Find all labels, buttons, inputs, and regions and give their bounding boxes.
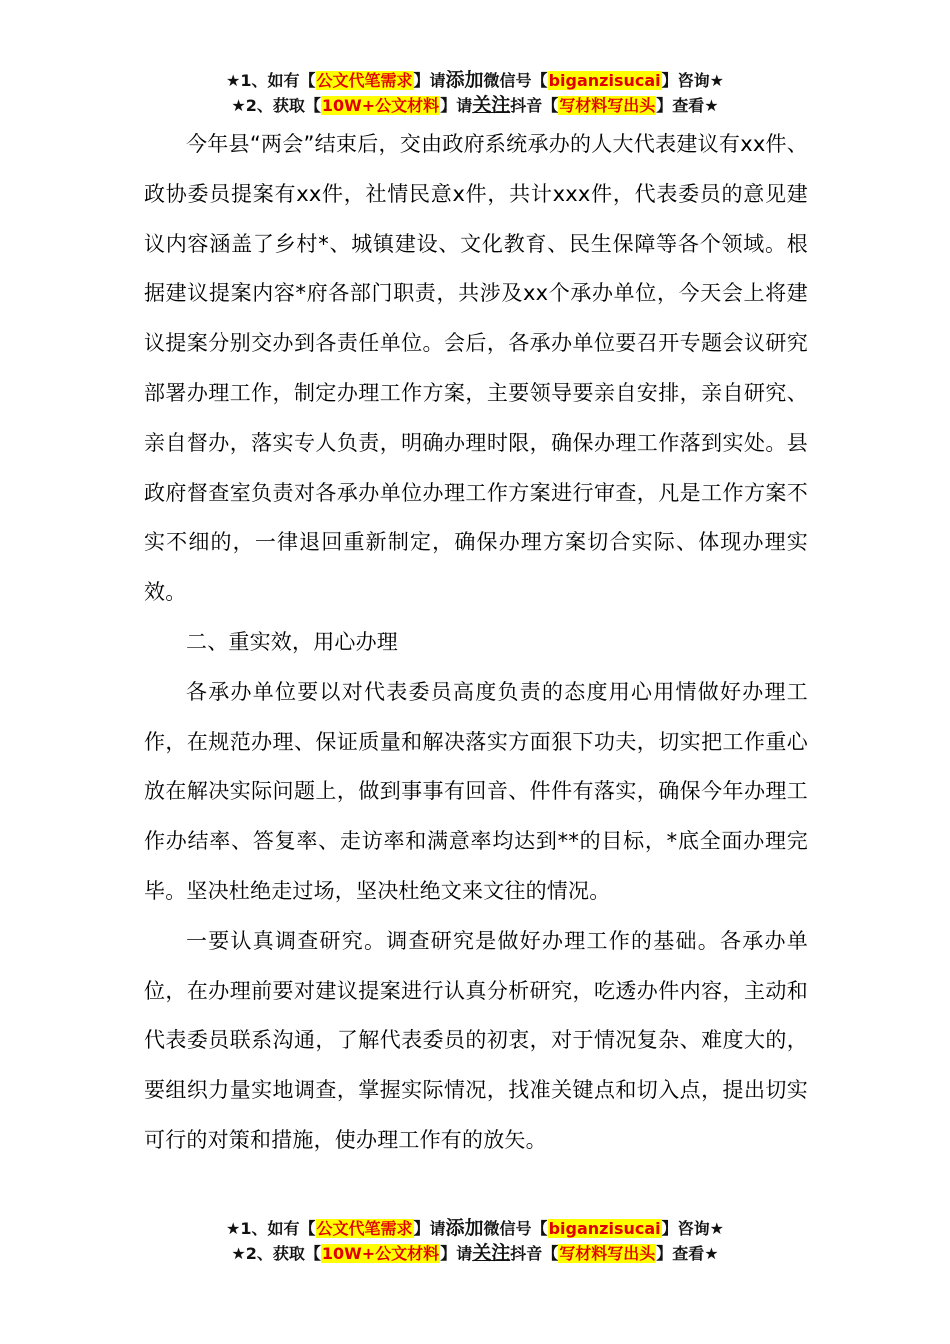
- banner-text: 微信号【: [483, 1219, 548, 1238]
- banner-text: 抖音【: [510, 1244, 559, 1263]
- bottom-banner: [0, 1216, 950, 1266]
- banner-text: ★2、获取【: [231, 1244, 321, 1263]
- banner-emphasis: 添加: [445, 69, 484, 91]
- banner-text: 】请: [413, 1219, 446, 1238]
- banner-text: 】查看★: [656, 96, 719, 115]
- banner-text: 】请: [440, 96, 473, 115]
- banner-text: 】请: [413, 71, 446, 90]
- banner-text: 】咨询★: [661, 1219, 724, 1238]
- banner-highlight: 10W+公文材料: [321, 1244, 440, 1263]
- banner-text: 】请: [440, 1244, 473, 1263]
- banner-line-2: [0, 93, 950, 118]
- section-heading: 二、重实效，用心办理: [186, 629, 398, 654]
- banner-text: ★2、获取【: [231, 96, 321, 115]
- banner-highlight: 公文代笔需求: [316, 71, 413, 90]
- banner-line-2: [0, 1241, 950, 1266]
- banner-emphasis: 关注: [472, 94, 511, 116]
- paragraph: 各承办单位要以对代表委员高度负责的态度用心用情做好办理工作，在规范办理、保证质量和解决落实方面狠下功夫，切实把工作重心放在解决实际问题上，做到事事有回音、件件有落实，确保今年办理工作办结率、答复率、走访率和满意率均达到**的目标，*底全面办理完毕。坚决杜绝走过场，坚决杜绝文来文往的情况。: [144, 679, 808, 903]
- banner-highlight-wechat: biganzisucai: [548, 71, 661, 90]
- banner-text: 】查看★: [656, 1244, 719, 1263]
- banner-line-1: [0, 1216, 950, 1241]
- banner-emphasis: 关注: [472, 1242, 511, 1264]
- banner-line-1: [0, 68, 950, 93]
- banner-text: 微信号【: [483, 71, 548, 90]
- document-body: [144, 120, 808, 1166]
- banner-highlight-douyin: 写材料写出头: [559, 96, 656, 115]
- top-banner: [0, 68, 950, 118]
- banner-highlight: 10W+公文材料: [321, 96, 440, 115]
- paragraph: 今年县“两会”结束后，交由政府系统承办的人大代表建议有xx件、政协委员提案有xx件，社情民意x件，共计xxx件，代表委员的意见建议内容涵盖了乡村*、城镇建设、文化教育、民生保障等各个领域。根据建议提案内容*府各部门职责，共涉及xx个承办单位，今天会上将建议提案分别交办到各责任单位。会后，各承办单位要召开专题会议研究部署办理工作，制定办理工作方案，主要领导要亲自安排，亲自研究、亲自督办，落实专人负责，明确办理时限，确保办理工作落到实处。县政府督查室负责对各承办单位办理工作方案进行审查，凡是工作方案不实不细的，一律退回重新制定，确保办理方案切合实际、体现办理实效。: [144, 132, 808, 605]
- banner-highlight-douyin: 写材料写出头: [559, 1244, 656, 1263]
- banner-highlight-wechat: biganzisucai: [548, 1219, 661, 1238]
- banner-text: 抖音【: [510, 96, 559, 115]
- banner-emphasis: 添加: [445, 1217, 484, 1239]
- banner-text: ★1、如有【: [226, 1219, 316, 1238]
- banner-highlight: 公文代笔需求: [316, 1219, 413, 1238]
- paragraph: 一要认真调查研究。调查研究是做好办理工作的基础。各承办单位，在办理前要对建议提案进行认真分析研究，吃透办件内容，主动和代表委员联系沟通，了解代表委员的初衷，对于情况复杂、难度大的，要组织力量实地调查，掌握实际情况，找准关键点和切入点，提出切实可行的对策和措施，使办理工作有的放矢。: [144, 928, 808, 1152]
- banner-text: 】咨询★: [661, 71, 724, 90]
- banner-text: ★1、如有【: [226, 71, 316, 90]
